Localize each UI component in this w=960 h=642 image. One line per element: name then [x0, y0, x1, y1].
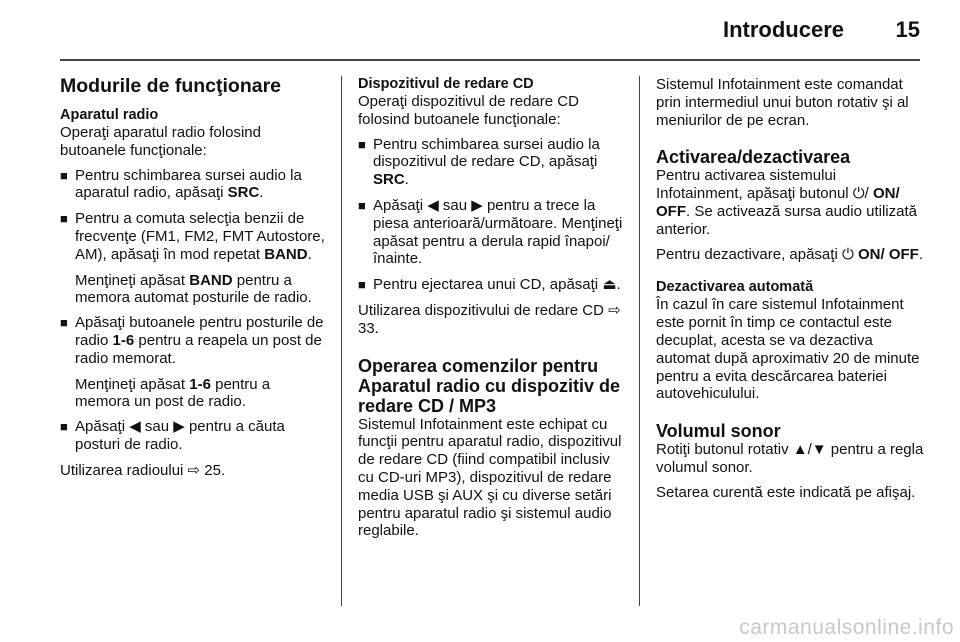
watermark-logo: carmanualsonline.info	[739, 616, 954, 639]
auto-off-body: În cazul în care sistemul Infotainment este pornit în timp ce contactul este decuplat, acesta se va dezactiva automat după aproximativ 20 de minute pentru a evita descărcarea bateriei autovehiculului.	[656, 296, 920, 403]
volume-body: Rotiţi butonul rotativ ▲/▼ pentru a regla volumul sonor.	[656, 441, 924, 476]
list-item: ■ Pentru a comuta selecţia benzii de frecvenţe (FM1, FM2, FMT Autostore, AM), apăsaţi în mod repetat BAND.	[60, 210, 326, 263]
page-header	[60, 0, 920, 58]
cd-reference: Utilizarea dispozitivului de redare CD ⇨ 33.	[358, 301, 621, 337]
deactivation-body: Pentru dezactivare, apăsaţi ⏻ ON/ OFF.	[656, 245, 923, 263]
radio-bullet-list-3	[60, 418, 326, 454]
controls-body: Sistemul Infotainment este echipat cu funcţii pentru aparatul radio, dispozitivul de redare CD (fiind compatibil inclusiv cu CD-uri MP3), dispozitivul de redare media USB şi AUX şi cu diverse setări pentru aparatul radio şi sistemul audio reglabile.	[358, 415, 622, 540]
column-divider-2	[639, 76, 640, 606]
list-item: ■ Apăsaţi ◀ sau ▶ pentru a căuta posturi de radio.	[60, 418, 326, 454]
subheading-radio: Aparatul radio	[60, 107, 159, 123]
activation-body: Pentru activarea sistemului Infotainment, apăsaţi butonul ⏻/ ON/ OFF. Se activează sursa audio utilizată anterior.	[656, 167, 917, 238]
list-item: ■ Apăsaţi ◀ sau ▶ pentru a trece la piesa anterioară/următoare. Menţineţi apăsat pentru a derula rapid înapoi/înainte.	[358, 197, 624, 268]
column-1	[60, 76, 326, 487]
section-heading-activation: Activarea/dezactivarea	[656, 147, 851, 168]
section-heading-modes: Modurile de funcţionare	[60, 75, 282, 97]
subheading-cd-player: Dispozitivul de redare CD	[358, 76, 534, 92]
column-2	[358, 76, 624, 547]
header-divider	[60, 59, 920, 61]
subheading-auto-off: Dezactivarea automată	[656, 279, 814, 296]
column-3	[656, 76, 924, 509]
list-item: ■ Pentru schimbarea sursei audio la aparatul radio, apăsaţi SRC.	[60, 167, 326, 203]
section-heading-controls: Operarea comenzilor pentru Aparatul radio cu dispozitiv de redare CD / MP3	[358, 355, 621, 416]
list-item-continuation: Menţineţi apăsat BAND pentru a memora automat posturile de radio.	[75, 271, 312, 307]
cd-bullet-list	[358, 136, 624, 294]
list-item: ■ Apăsaţi butoanele pentru posturile de radio 1-6 pentru a reapela un post de radio memorat.	[60, 314, 326, 367]
radio-bullet-list	[60, 167, 326, 264]
radio-reference: Utilizarea radioului ⇨ 25.	[60, 461, 226, 479]
page-title: Introducere	[722, 17, 844, 42]
list-item: ■ Pentru schimbarea sursei audio la dispozitivul de redare CD, apăsaţi SRC.	[358, 136, 624, 189]
page-number: 15	[895, 17, 920, 42]
section-heading-volume: Volumul sonor	[656, 421, 781, 442]
list-item: ■ Pentru ejectarea unui CD, apăsaţi ⏏.	[358, 276, 624, 294]
radio-bullet-list-2	[60, 314, 326, 367]
control-intro: Sistemul Infotainment este comandat prin intermediul unui buton rotativ şi al meniurilor de pe ecran.	[656, 76, 909, 129]
column-divider-1	[341, 76, 342, 606]
list-item-continuation: Menţineţi apăsat 1-6 pentru a memora un post de radio.	[75, 375, 271, 411]
radio-intro: Operaţi aparatul radio folosind butoanele funcţionale:	[60, 124, 261, 159]
cd-intro: Operaţi dispozitivul de redare CD folosind butoanele funcţionale:	[358, 93, 579, 128]
volume-body-2: Setarea curentă este indicată pe afişaj.	[656, 483, 916, 501]
eject-icon: ⏏	[602, 276, 617, 294]
